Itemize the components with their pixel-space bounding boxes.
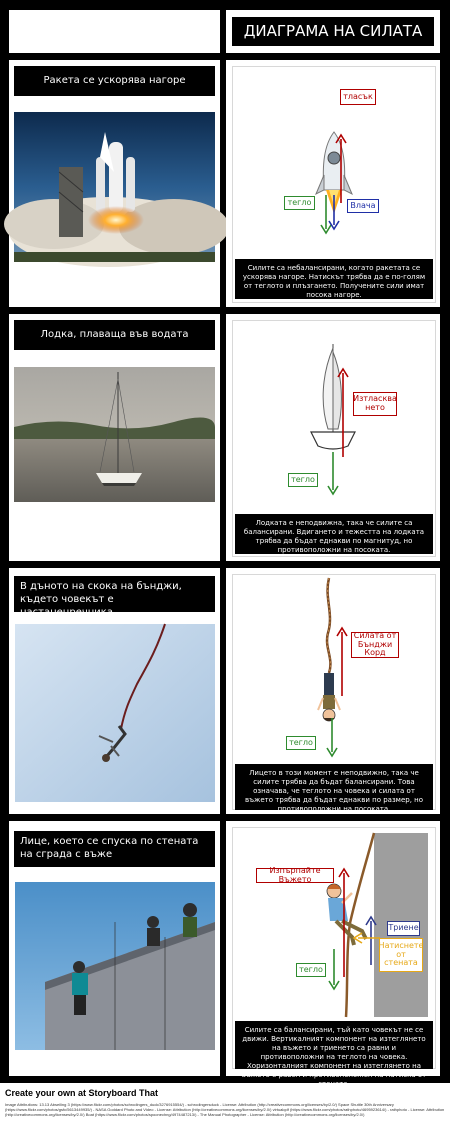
cord-force-label: Силата от Бънджи Корд bbox=[351, 632, 399, 658]
weight-arrow bbox=[328, 452, 338, 494]
row2-caption: Лодка, плаваща във водата bbox=[14, 320, 215, 350]
row4-description: Силите са балансирани, тъй като човекът не се движи. Вертикалният компонент на изтеглянето на въжето и триенето са равни и противоположни на теглото на човека. Хоризонталният компонент на изтеглянето на въжето е равен и противоположен на натиска от стената. bbox=[235, 1021, 433, 1069]
image-attributions: Image Attributions: 13.13 Abseiling 3 (https://www.flickr.com/photos/schrodingers_duck/3276915554/) - schrodingersduck - License: Attribution (http://creativecommons.org/licenses/by/2.0/) Space Shuttle 30th Anniversary (https://www.flickr.com/photos/gsfc/5613449935/) - NASA Goddard Photo and Video - License: Attribution (http://creativecommons.org/licenses/by/2.0/) virtualqdf (https://www.flickr.com/photos/rathphoto/4695923614/) - rathphoto - License: Attribution (http://creativecommons.org/licenses/by/2.0/) Boat (https://www.flickr.com/photos/spoonechng/4974487213/) - The Manual Photographer - License: Attribution (http://creativecommons.org/licenses/by/2.0/) bbox=[5, 1102, 445, 1117]
drag-arrow bbox=[329, 195, 339, 229]
rope-force-label: Изпърпайте Въжето bbox=[256, 868, 334, 883]
bungee-photo bbox=[15, 624, 215, 802]
header-title-cell bbox=[226, 10, 440, 53]
rope-force-arrow bbox=[338, 869, 350, 979]
push-label: Натиснете от стената bbox=[379, 938, 423, 972]
rocket-launch-photo bbox=[14, 112, 215, 262]
row4-right-cell bbox=[226, 821, 440, 1088]
row2-description: Лодката е неподвижна, така че силите са балансирани. Вдигането и тежестта на лодката трябва да бъдат еднакви по магнитуд, но противоположни на посоката. bbox=[235, 514, 433, 554]
weight-arrow bbox=[329, 949, 339, 989]
page-title: ДИАГРАМА НА СИЛАТА bbox=[232, 17, 434, 46]
abseiling-photo bbox=[15, 882, 215, 1050]
row3-description: Лицето в този момент е неподвижно, така че силите трябва да бъдат балансирани. Това означава, че теглото на човека и силата от въжето трябва да бъдат еднакви по размер, но противоположни на посоката. bbox=[235, 764, 433, 810]
row1-caption: Ракета се ускорява нагоре bbox=[14, 66, 215, 96]
boat-photo bbox=[14, 367, 215, 502]
push-arrow bbox=[354, 933, 380, 943]
row2-left-cell bbox=[9, 314, 220, 561]
row1-right-cell bbox=[226, 60, 440, 307]
weight-arrow bbox=[327, 718, 337, 756]
buoyancy-arrow bbox=[338, 369, 348, 459]
storyboard-that-link[interactable]: Create your own at Storyboard That bbox=[5, 1088, 159, 1098]
row1-left-cell bbox=[9, 60, 220, 307]
thrust-label: тласък bbox=[340, 89, 376, 105]
row4-left-cell bbox=[9, 821, 220, 1076]
cord-force-arrow bbox=[337, 628, 347, 698]
weight-label: тегло bbox=[288, 473, 318, 487]
row3-caption: В дъното на скока на бънджи, където човекът е настаненречника, bbox=[14, 576, 215, 612]
weight-label: тегло bbox=[284, 196, 315, 210]
row3-right-cell bbox=[226, 568, 440, 814]
row4-caption: Лице, което се спуска по стената на сграда с въже bbox=[14, 831, 215, 867]
row1-description: Силите са небалансирани, когато ракетата се ускорява нагоре. Натискът трябва да е по-голям от теглото и плъзгането. Получените сили имат посока нагоре. bbox=[235, 259, 433, 299]
header-empty-cell bbox=[9, 10, 220, 53]
weight-label: тегло bbox=[286, 736, 316, 750]
row3-left-cell bbox=[9, 568, 220, 814]
friction-label: Триене bbox=[387, 921, 420, 936]
row2-right-cell bbox=[226, 314, 440, 561]
buoyancy-label: Изтласква нето bbox=[353, 392, 397, 416]
drag-label: Влача bbox=[347, 199, 379, 213]
sailboat-icon bbox=[308, 344, 358, 454]
weight-label: тегло bbox=[296, 963, 326, 977]
